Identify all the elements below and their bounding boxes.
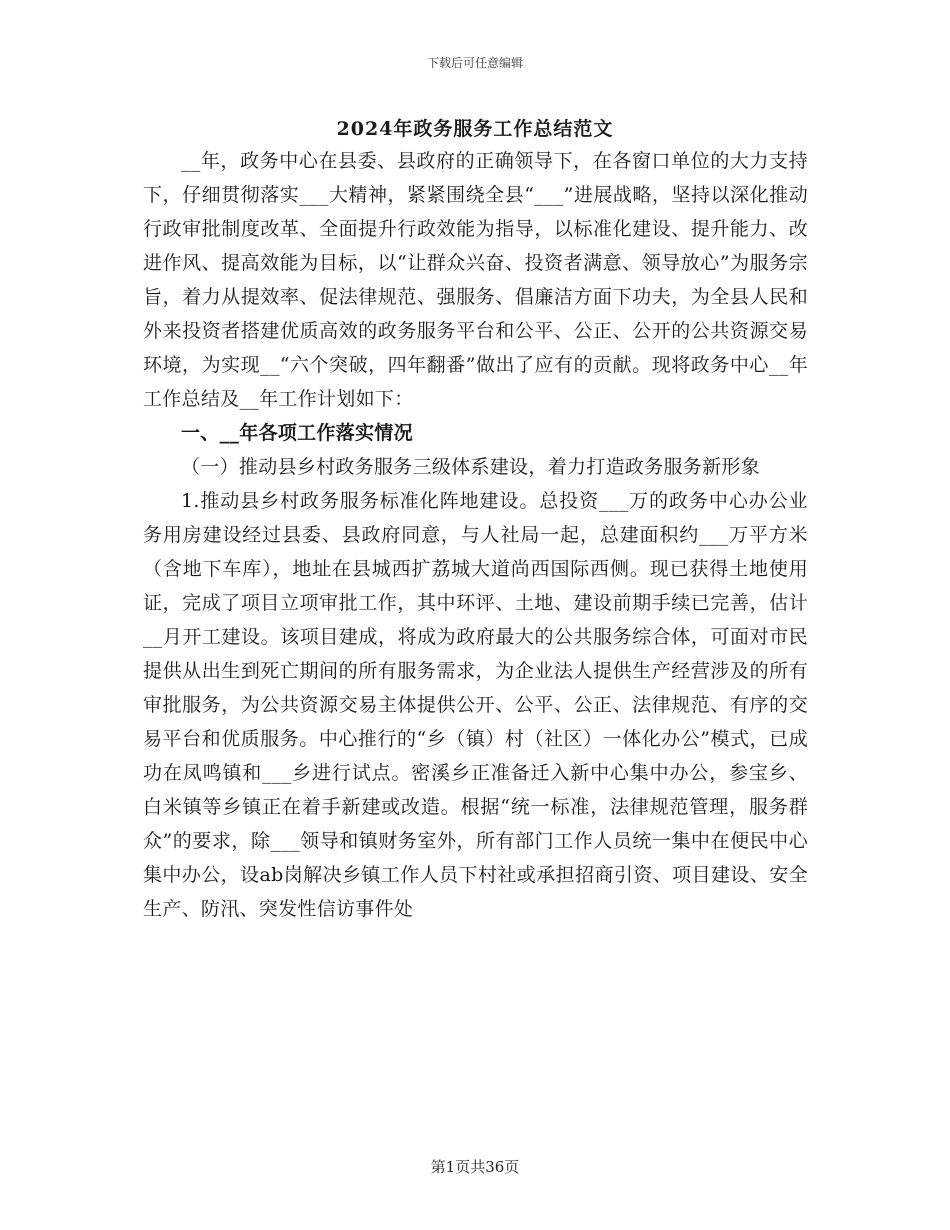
document-body xyxy=(143,144,808,926)
subsection-heading: （一）推动县乡村政务服务三级体系建设，着力打造政务服务新形象 xyxy=(181,456,761,478)
document-title: 2024年政务服务工作总结范文 xyxy=(336,118,614,140)
intro-paragraph: __年，政务中心在县委、县政府的正确领导下，在各窗口单位的大力支持下，仔细贯彻落实___大精神，紧紧围绕全县“___”进展战略，坚持以深化推动行政审批制度改革、全面提升行政效能为指导，以标准化建设、提升能力、改进作风、提高效能为目标，以“让群众兴奋、投资者满意、领导放心”为服务宗旨，着力从提效率、促法律规范、强服务、倡廉洁方面下功夫，为全县人民和外来投资者搭建优质高效的政务服务平台和公平、公正、公开的公共资源交易环境，为实现__“六个突破，四年翻番”做出了应有的贡献。现将政务中心__年工作总结及__年工作计划如下： xyxy=(143,150,808,410)
body-paragraph: 1.推动县乡村政务服务标准化阵地建设。总投资___万的政务中心办公业务用房建设经过县委、县政府同意，与人社局一起，总建面积约___万平方米（含地下车库），地址在县城西扩荔城大道尚西国际西侧。现已获得土地使用证，完成了项目立项审批工作，其中环评、土地、建设前期手续已完善，估计__月开工建设。该项目建成，将成为政府最大的公共服务综合体，可面对市民提供从出生到死亡期间的所有服务需求，为企业法人提供生产经营涉及的所有审批服务，为公共资源交易主体提供公开、公平、公正、法律规范、有序的交易平台和优质服务。中心推行的“乡（镇）村（社区）一体化办公”模式，已成功在凤鸣镇和___乡进行试点。密溪乡正准备迁入新中心集中办公，参宝乡、白米镇等乡镇正在着手新建或改造。根据“统一标准，法律规范管理，服务群众”的要求，除___领导和镇财务室外，所有部门工作人员统一集中在便民中心集中办公，设ab岗解决乡镇工作人员下村社或承担招商引资、项目建设、安全生产、防汛、突发性信访事件处 xyxy=(143,490,808,920)
page-header-note: 下载后可任意编辑 xyxy=(426,56,523,70)
page-number: 第1页共36页 xyxy=(430,1158,520,1176)
section-heading: 一、__年各项工作落实情况 xyxy=(181,422,413,444)
